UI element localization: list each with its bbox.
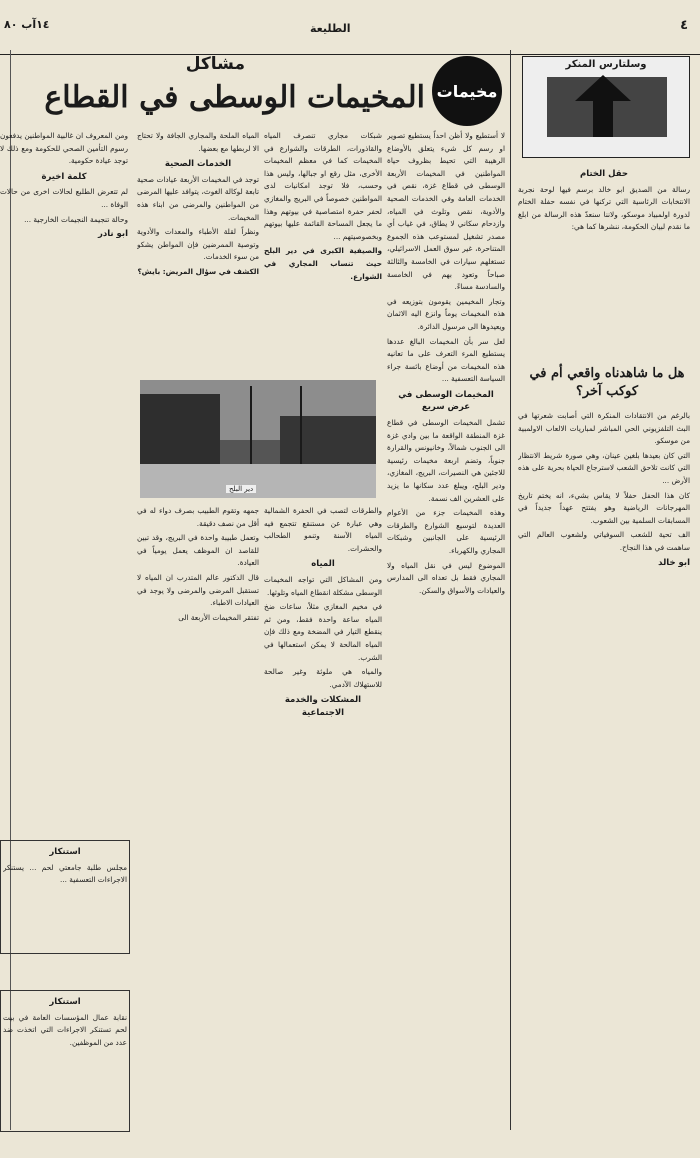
subheading: المشكلات والخدمة الاجتماعية [284, 695, 362, 718]
left-strip-signature: ابو نادر [97, 229, 128, 240]
paragraph: والطرقات لتصب في الحفرة الشمالية وهي عبارة عن مستنقع تتجمع فيه المياه الآسنة وتنمو الطحالب والحشرات. [264, 506, 382, 553]
article-column-b-lower [264, 505, 382, 1135]
running-header [0, 16, 700, 50]
subheading: المخيمات الوسطى في عرض سريع [398, 389, 494, 413]
right-column-intro [518, 165, 690, 360]
paragraph: وهذه المخيمات جزء من الأعوام العديدة لتوسيع الشوارع والطرقات الرئيسية على الجانبين وشبكات المجاري والكهرباء. [387, 508, 505, 555]
column-logo [522, 56, 690, 158]
section-badge: مخيمات [432, 56, 502, 126]
paragraph: الموضوع ليس في نقل المياه ولا المجاري فقط بل تعداه الى المدارس والعيادات والأسواق والسكن. [387, 560, 505, 595]
notice-title: استنكار [49, 997, 81, 1007]
subheading: الخدمات الصحية [164, 159, 232, 170]
paragraph: ومن المعروف ان غالبية المواطنين يدفعون رسوم التأمين الصحي للحكومة ومع ذلك لا توجد عيادة حكومية. [0, 131, 128, 166]
main-headline [0, 52, 510, 124]
left-strip-column [0, 130, 128, 630]
notice-text: مجلس طلبة جامعتي لحم ... يستنكر الاجراءات التعسفية ... [3, 862, 127, 885]
paragraph: ومن المشاكل التي تواجه المخيمات الوسطى مشكلة انقطاع المياه وتلوثها. [264, 574, 382, 597]
column-logo-text: وسلتارس المنكر [565, 59, 647, 70]
paragraph: والصيفية الكبرى في دير البلح حيث تنساب المجاري في الشوارع. [264, 246, 382, 281]
column-divider [510, 50, 511, 1130]
signature: ابو خالد [658, 557, 690, 568]
paragraph: لعل سر بأن المخيمات البالغ عددها يستطيع المرء التعرف على ما تعانيه هذه المخيمات من أوضاع بائسة جراء السياسة التعسفية ... [387, 336, 505, 384]
photo-caption: دير البلح [226, 485, 256, 493]
paragraph: وتعمل طبيبة واحدة في البريج، وقد تبين للقاصد ان الموظف يعمل يومياً في العيادة. [137, 533, 259, 568]
paragraph: في مخيم المغازي مثلاً، ساعات ضخ المياه ساعة واحدة فقط، ومن ثم ينقطع التيار في المضخة ومع ذلك فإن المياه المالحة لا يمكن استعمالها في الشرب. [264, 602, 382, 662]
article-column-c [137, 130, 259, 380]
paragraph: لا أستطيع ولا أظن احداً يستطيع تصوير او رسم كل شيء يتعلق بالأوضاع الرهيبة التي تحيط بظروف حياة المواطنين في المخيمات الأربعة الوسطى في قطاع غزة، نقص في الخدمات العامة وفي الخدمات الصحية والأدوية، نقص وتلوث في المياه، وازدحام سكاني لا يطاق، في غياب أي مصدر تشغيل لمستوعب هذه الجموع المتناحرة، غير سوق العمل الاسرائيلي، تستغلهم سيارات في الخامسة والثالثة صباحاً وتعود بهم في الخامسة والسادسة مساءً. [387, 131, 505, 292]
notice-box-1 [0, 840, 130, 954]
paragraph: التي كان بعيدها بلغين عينان، وهي صورة شريط الانتظار التي كانت تلاحق الشعب لاسترجاع الحياة بحرية على هذه الأرض ... [518, 450, 690, 485]
paragraph: وحالة تنجيمة النجيمات الخارجية ... [24, 214, 128, 224]
paragraph: تشمل المخيمات الوسطى في قطاع غزة المنطقة الواقعة ما بين وادي غزة الى الجنوب شمالاً، وخانيونس والقرارة جنوباً، وتضم اربعة مخيمات رئيسية للاجئين هي النصيرات، البريج، المغازي، ودير البلح، ويبلغ عدد سكانها ما يزيد على العشرين الف نسمة. [387, 418, 505, 503]
subheading: المياه [311, 559, 335, 570]
article-column-a [387, 130, 505, 1140]
paragraph: بالرغم من الانتقادات المنكرة التي أصابت شعرتها في البث التلفزيوني الحي المباشر لمباريات الالعاب الاولمبية من موسكو. [518, 411, 690, 446]
headline-kicker: مشاكل [185, 54, 245, 74]
article-column-c-lower [137, 505, 259, 1135]
paragraph: والمياه هي ملوثة وغير صالحة للاستهلاك الآدمي. [264, 667, 382, 689]
paragraph: الف تحية للشعب السوفياتي ولشعوب العالم التي ساهمت في هذا النجاح. [518, 530, 690, 552]
paragraph: تفتقر المخيمات الأربعة الى [178, 612, 259, 622]
paragraph: المياه الملحة والمجاري الجافة ولا تحتاج الا لربطها مع بعضها. [137, 131, 259, 153]
page-number: ٤ [680, 18, 688, 33]
paragraph: الكشف في سؤال المريض: بايش؟ [137, 266, 259, 276]
section-label: حقل الختام [580, 169, 628, 179]
subheading: كلمة اخيرة [41, 171, 87, 182]
right-column-body [518, 410, 690, 1135]
paragraph: وتجار المخيمين يقومون بتوزيعه في هذه المخيمات يوماً وانزع اليه الاثمان ويعيدوها الى مرسول الدائرة. [387, 296, 505, 331]
notice-box-2 [0, 990, 130, 1132]
issue-date: ١٤آب ٨٠ [4, 18, 50, 31]
right-column-title: هل ما شاهدناه واقعي أم في كوكب آخر؟ [529, 366, 685, 399]
paragraph: لم تتعرض الطلبع لحالات اخرى من حالات الوفاة ... [0, 187, 128, 209]
paragraph: ونظراً لقلة الأطباء والمعدات والأدوية وتوصية الممرضين فإن المواطن يشكو من سوء الخدمات. [137, 227, 259, 262]
paragraph: شبكات مجاري تنصرف المياه والقاذورات، الطرقات والشوارع في المخيمات كما في معظم المخيمات الأخرى، مثل رقع او جبالها، وليس هذا وحسب، فلا توجد امكانيات لدى المواطنين خصوصاً في البريج والمغازي لحفر حفرة امتصاصية في بيوتهم وهذا ما يجعل المساحة القائمة عليها بيوتهم وبخصوصيتهم ... [264, 131, 382, 241]
headline-title: المخيمات الوسطى في القطاع [44, 80, 425, 115]
article-photo [140, 380, 376, 498]
paragraph: كان هذا الحفل حفلاً لا يقاس بشيء، انه يختم تاريخ المهرجانات الرياضية وهو يفتتح عهداً جديداً في المسابقات السلمية بين الشعوب. [518, 490, 690, 525]
article-column-b [264, 130, 382, 380]
paragraph: رسالة من الصديق ابو خالد برسم فيها لوحة نجربة الانتخابات الرئاسية التي تركنها في نفسه حفلة الختام لدورة اولمبياد موسكو، ولاننا سنعدّ هذه الرسالة من ابلغ ما نقدم لبيان الحكومة، ننشرها كما هي: [518, 184, 690, 232]
paragraph: جمهه وتقوم الطبيب بصرف دواء له في أقل من نصف دقيقة. [137, 506, 259, 528]
notice-text: نقابة عمال المؤسسات العامة في بيت لحم تستنكر الاجراءات التي اتخذت ضد عدد من الموظفين. [3, 1012, 127, 1047]
publication-name: الطليعة [310, 22, 351, 35]
paragraph: توجد في المخيمات الأربعة عيادات صحية تابعة لوكالة الغوث، يتوافد عليها المرضى من المواطنين والمرضى من ابناء هذه المخيمات. [137, 174, 259, 222]
notice-title: استنكار [49, 847, 81, 857]
paragraph: قال الدكتور عالم المتدرب ان المياه لا تستقبل المرضى والمرضى ولا يوجد في العيادات الاطباء. [137, 572, 259, 608]
